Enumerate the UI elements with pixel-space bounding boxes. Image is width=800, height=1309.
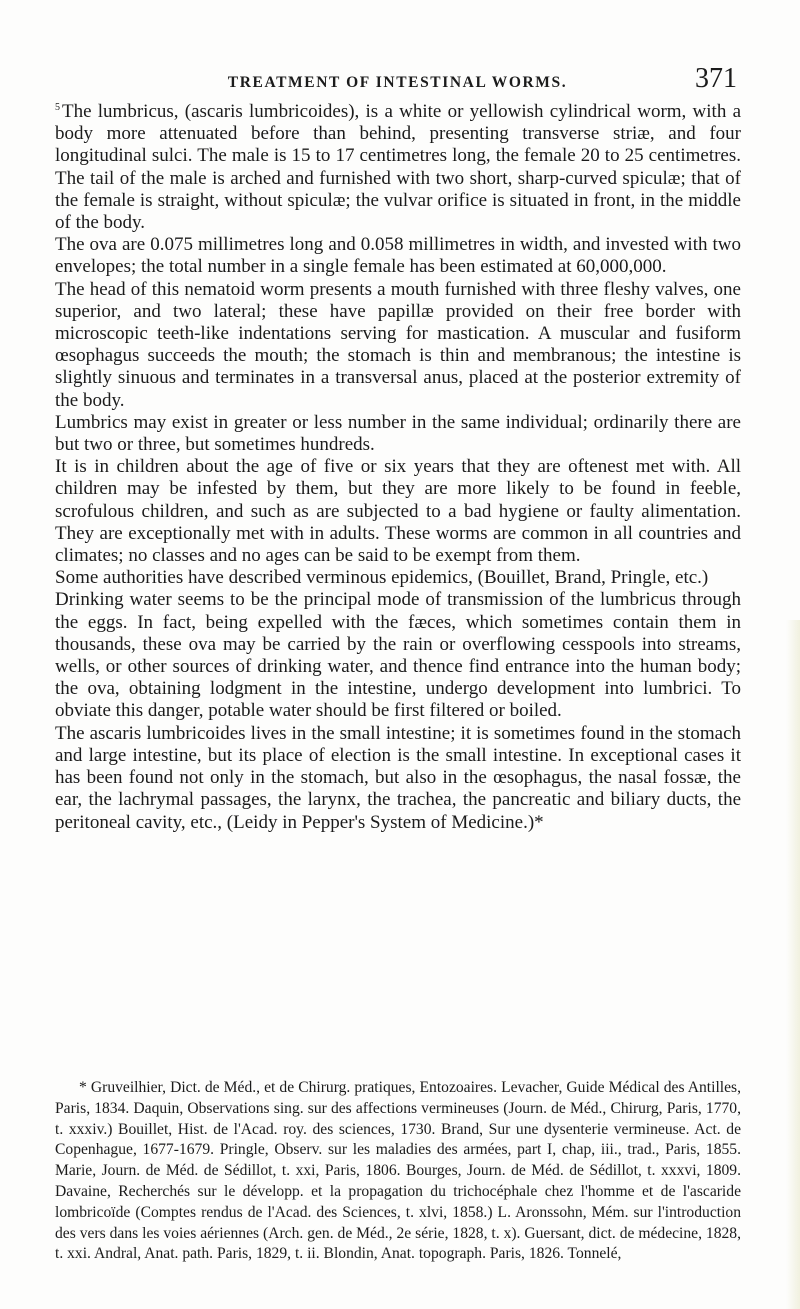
paragraph: The ascaris lumbricoides lives in the small intestine; it is sometimes found in the stomach and large intestine, but its place of election is the small intestine. In exceptional cases it has been found not only in the stomach, but also in the œsophagus, the nasal fossæ, the ear, the lachrymal passages, the larynx, the trachea, the pancreatic and biliary ducts, the peritoneal cavity, etc., (Leidy in Pepper's System of Medicine.)*	[55, 722, 741, 833]
paragraph: The head of this nematoid worm presents a mouth furnished with three fleshy valves, one superior, and two lateral; these have papillæ provided on their free border with microscopic teeth-like indentations serving for mastication. A muscular and fusiform œsophagus succeeds the mouth; the stomach is thin and membranous; the intestine is slightly sinuous and terminates in a transversal anus, placed at the posterior extremity of the body.	[55, 278, 741, 411]
footnote: * Gruveilhier, Dict. de Méd., et de Chirurg. pratiques, Entozoaires. Levacher, Guide Médical des Antilles, Paris, 1834. Daquin, Observations sing. sur des affections vermineuses (Journ. de Méd., Chirurg, Paris, 1770, t. xxxiv.) Bouillet, Hist. de l'Acad. roy. des sciences, 1730. Brand, Sur une dysenterie vermineuse. Act. de Copenhague, 1677-1679. Pringle, Observ. sur les maladies des armées, part I, chap, iii., trad., Paris, 1855. Marie, Journ. de Méd. de Sédillot, t. xxi, Paris, 1806. Bourges, Journ. de Méd. de Sédillot, t. xxxvi, 1809. Davaine, Recherchés sur le développ. et la propagation du trichocéphale chez l'homme et de l'ascaride lombricoïde (Comptes rendus de l'Acad. des Sciences, t. xlvi, 1858.) L. Aronssohn, Mém. sur l'introduction des vers dans les voies aériennes (Arch. gen. de Méd., 2e série, 1828, t. x). Guersant, dict. de médecine, 1828, t. xxi. Andral, Anat. path. Paris, 1829, t. ii. Blondin, Anat. topograph. Paris, 1826. Tonnelé,	[55, 1079, 741, 1263]
paragraph: Some authorities have described verminous epidemics, (Bouillet, Brand, Pringle, etc.)	[55, 567, 709, 589]
paragraph: Drinking water seems to be the principal mode of transmission of the lumbricus through the eggs. In fact, being expelled with the fæces, which sometimes contain them in thousands, these ova may be carried by the rain or overflowing cesspools into streams, wells, or other sources of drinking water, and thence find entrance into the human body; the ova, obtaining lodgment in the intestine, undergo development into lumbrici. To obviate this danger, potable water should be first filtered or boiled.	[55, 589, 741, 722]
page-number: 371	[695, 63, 737, 94]
running-title: TREATMENT OF INTESTINAL WORMS.	[227, 74, 568, 91]
paragraph-text: The lumbricus, (ascaris lumbricoides), is a white or yellowish cylindrical worm, with a body more attenuated before than behind, presenting transverse striæ, and four longitudinal sulci. The male is 15 to 17 centimetres long, the female 20 to 25 centimetres. The tail of the male is arched and furnished with two short, sharp-curved spiculæ; that of the female is straight, without spiculæ; the vulvar orifice is situated in front, in the middle of the body.	[55, 101, 741, 234]
paragraph: Lumbrics may exist in greater or less number in the same individual; ordinarily there are but two or three, but sometimes hundreds.	[55, 411, 741, 456]
footnote-marker: 5	[55, 101, 60, 113]
page-edge-shadow	[786, 620, 800, 1309]
running-header	[55, 64, 740, 98]
paragraph: The ova are 0.075 millimetres long and 0.058 millimetres in width, and invested with two envelopes; the total number in a single female has been estimated at 60,000,000.	[55, 234, 741, 278]
paragraph: It is in children about the age of five or six years that they are oftenest met with. All children may be infested by them, but they are more likely to be found in feeble, scrofulous children, and such as are subjected to a bad hygiene or faulty alimentation. They are exceptionally met with in adults. These worms are common in all countries and climates; no classes and no ages can be said to be exempt from them.	[55, 456, 741, 567]
body-text	[55, 101, 741, 834]
paragraph	[55, 101, 741, 234]
footnotes	[55, 1078, 741, 1265]
